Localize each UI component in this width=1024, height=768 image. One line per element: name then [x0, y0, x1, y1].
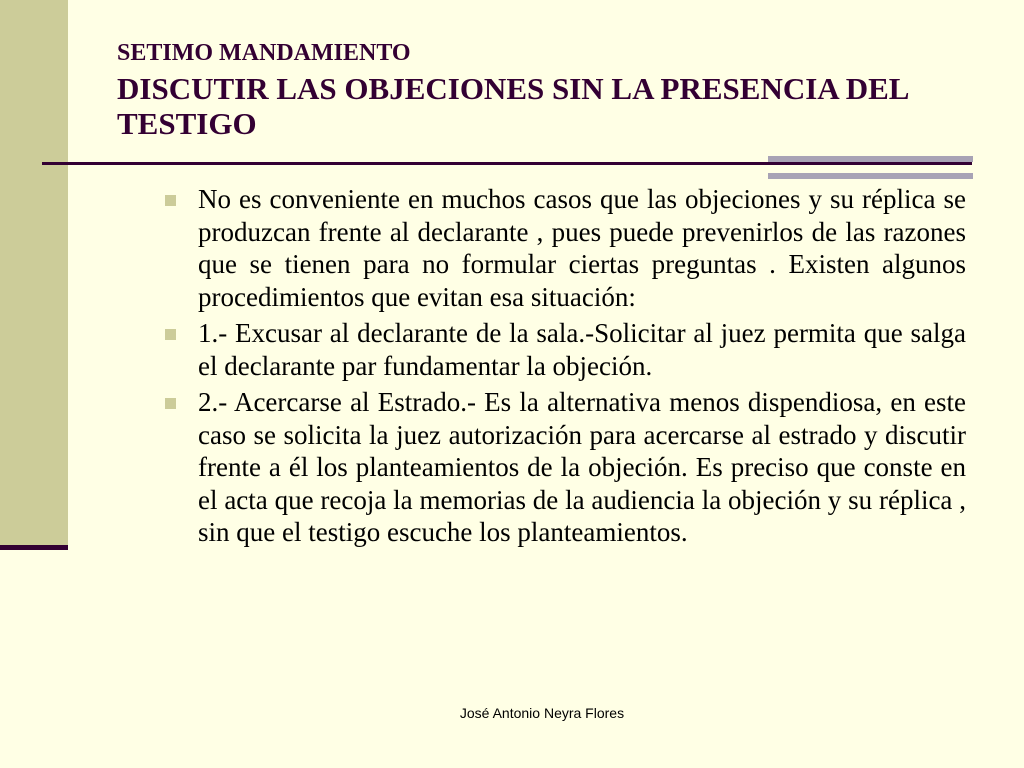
square-bullet-icon: [165, 329, 176, 340]
list-item: [162, 317, 966, 382]
list-item: [162, 386, 966, 549]
bullet-list: [162, 183, 966, 553]
bullet-text: No es conveniente en muchos casos que las objeciones y su réplica se produzcan frente al declarante , pues puede prevenirlos de las razones que se tienen para no formular ciertas preguntas . Existen algunos procedimientos que evitan esa situación:: [198, 184, 966, 312]
bullet-text: 2.- Acercarse al Estrado.- Es la alternativa menos dispendiosa, en este caso se solicita la juez autorización para acercarse al estrado y discutir frente a él los planteamientos de la objeción. Es preciso que conste en el acta que recoja la memorias de la audiencia la objeción y su réplica , sin que el testigo escuche los planteamientos.: [198, 387, 966, 547]
square-bullet-icon: [165, 195, 176, 206]
slide-title: [117, 38, 997, 141]
title-divider: [42, 162, 972, 165]
title-line-1: SETIMO MANDAMIENTO: [117, 40, 411, 66]
list-item: [162, 183, 966, 313]
slide-footer: José Antonio Neyra Flores: [459, 705, 625, 721]
square-bullet-icon: [165, 398, 176, 409]
bullet-text: 1.- Excusar al declarante de la sala.-Solicitar al juez permita que salga el declarante par fundamentar la objeción.: [198, 318, 966, 381]
decorative-bar-top: [768, 156, 973, 162]
left-accent-rule: [0, 545, 68, 550]
title-line-2: DISCUTIR LAS OBJECIONES SIN LA PRESENCIA DEL TESTIGO: [117, 71, 908, 141]
decorative-bar-bottom: [768, 173, 973, 179]
left-accent-bar: [0, 0, 68, 546]
